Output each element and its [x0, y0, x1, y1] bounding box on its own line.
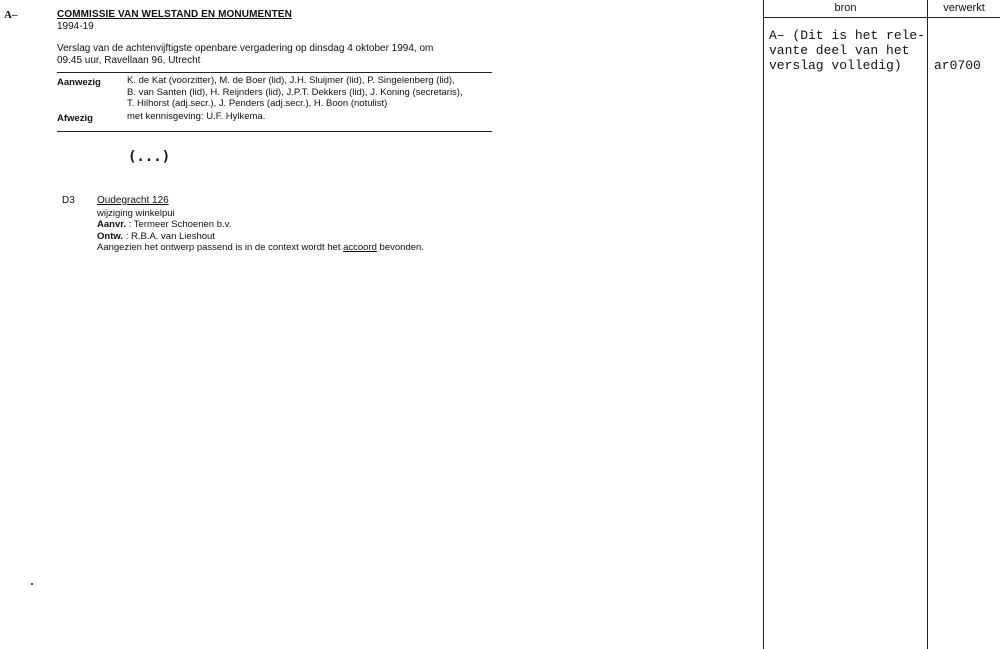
header-divider — [763, 17, 1000, 18]
section-marker: A– — [4, 9, 18, 21]
designer-value: : R.B.A. van Lieshout — [125, 231, 215, 242]
present-label: Aanwezig — [57, 77, 101, 88]
verdict-text: Aangezien het ontwerp passend is in de context wordt het — [97, 242, 344, 253]
divider — [57, 72, 492, 73]
item-address: Oudegracht 126 — [97, 195, 169, 206]
verwerkt-value: ar0700 — [934, 58, 981, 73]
absent-text: met kennisgeving: U.F. Hylkema. — [127, 111, 266, 122]
designer-label: Ontw. — [97, 231, 124, 242]
document-year: 1994-19 — [57, 21, 94, 32]
intro-line: Verslag van de achtenvijftigste openbare vergadering op dinsdag 4 oktober 1994, om — [57, 43, 434, 54]
present-line: T. Hilhorst (adj.secr.), J. Penders (adj.secr.), H. Boon (notulist) — [127, 98, 388, 110]
verdict-keyword: accoord — [343, 242, 377, 253]
document-title: COMMISSIE VAN WELSTAND EN MONUMENTEN — [57, 9, 292, 20]
item-applicant — [97, 219, 231, 230]
bron-note: A– (Dit is het rele- vante deel van het verslag volledig) — [769, 28, 926, 73]
item-description: wijziging winkelpui — [97, 208, 175, 219]
item-designer — [97, 231, 215, 242]
divider — [57, 131, 492, 132]
item-code: D3 — [62, 195, 75, 206]
column-divider — [927, 0, 928, 649]
present-line: B. van Santen (lid), H. Reijnders (lid), J.P.T. Dekkers (lid), J. Koning (secretaris), — [127, 86, 463, 98]
present-line: K. de Kat (voorzitter), M. de Boer (lid), J.H. Sluijmer (lid), P. Singelenberg (lid), — [127, 75, 455, 86]
applicant-value: : Termeer Schoenen b.v. — [128, 219, 232, 230]
absent-label: Afwezig — [57, 113, 93, 124]
verwerkt-header: verwerkt — [943, 2, 985, 14]
omission-marker: (...) — [128, 149, 171, 165]
stray-dot — [31, 583, 33, 585]
verdict-text-end: bevonden. — [376, 242, 424, 253]
column-divider — [763, 0, 764, 649]
bron-header: bron — [834, 2, 857, 14]
document-intro — [57, 43, 477, 67]
intro-line: 09.45 uur, Ravellaan 96, Utrecht — [57, 55, 201, 66]
item-verdict — [97, 242, 424, 253]
present-list — [127, 75, 497, 110]
applicant-label: Aanvr. — [97, 219, 127, 230]
